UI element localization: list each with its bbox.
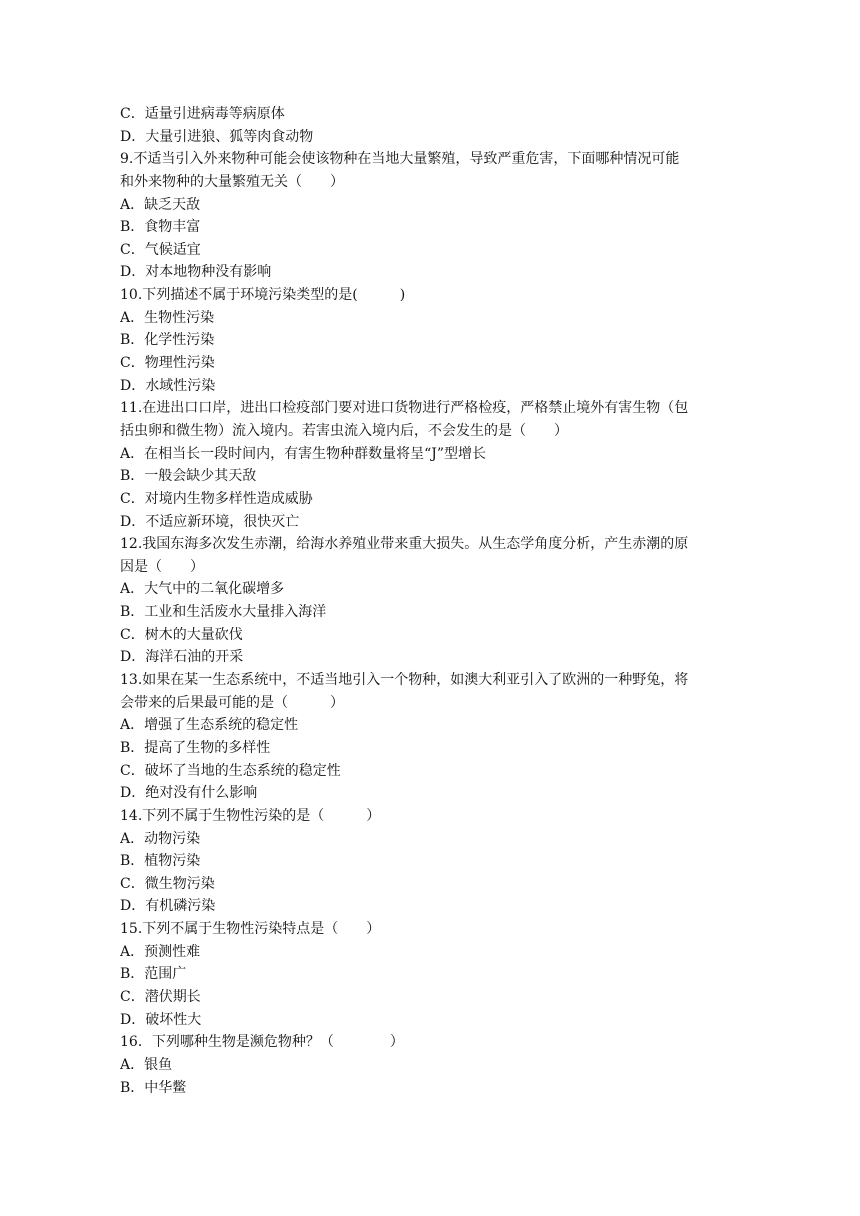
q9-option-a: A．缺乏天敌 <box>120 196 201 213</box>
q9-option-c: C．气候适宜 <box>120 241 201 258</box>
question-12-line-2: 因是（ ） <box>120 558 204 575</box>
q15-option-a: A．预测性难 <box>120 943 201 960</box>
q11-option-d: D．不适应新环境，很快灭亡 <box>120 513 300 530</box>
q16-option-a: A．银鱼 <box>120 1056 173 1073</box>
q9-option-d: D．对本地物种没有影响 <box>120 264 272 281</box>
q11-option-a: A．在相当长一段时间内，有害生物种群数量将呈“J”型增长 <box>120 445 487 462</box>
q14-option-b: B．植物污染 <box>120 853 201 870</box>
q13-option-d: D．绝对没有什么影响 <box>120 785 258 802</box>
q12-option-a: A．大气中的二氧化碳增多 <box>120 581 285 598</box>
question-10-line-1: 10.下列描述不属于环境污染类型的是( ) <box>120 287 406 304</box>
q15-option-b: B．范围广 <box>120 966 187 983</box>
question-11-line-2: 括虫卵和微生物）流入境内。若害虫流入境内后，不会发生的是（ ） <box>120 422 568 439</box>
q13-option-a: A．增强了生态系统的稳定性 <box>120 717 299 734</box>
q16-option-b: B．中华鳖 <box>120 1079 187 1096</box>
question-9-line-1: 9.不适当引入外来物种可能会使该物种在当地大量繁殖，导致严重危害，下面哪种情况可能 <box>120 151 680 168</box>
q14-option-a: A．动物污染 <box>120 830 201 847</box>
question-14-line-1: 14.下列不属于生物性污染的是（ ） <box>120 807 381 824</box>
document-page <box>120 103 750 1099</box>
question-11-line-1: 11.在进出口口岸，进出口检疫部门要对进口货物进行严格检疫，严格禁止境外有害生物（包 <box>120 400 689 417</box>
q12-option-c: C．树木的大量砍伐 <box>120 626 243 643</box>
q10-option-c: C．物理性污染 <box>120 355 215 372</box>
q10-option-d: D．水域性污染 <box>120 377 216 394</box>
q10-option-a: A．生物性污染 <box>120 309 215 326</box>
option-c-line: C．适量引进病毒等病原体 <box>120 106 285 122</box>
q10-option-b: B．化学性污染 <box>120 332 215 349</box>
question-9-line-2: 和外来物种的大量繁殖无关（ ） <box>120 173 344 190</box>
question-12-line-1: 12.我国东海多次发生赤潮，给海水养殖业带来重大损失。从生态学角度分析，产生赤潮的原 <box>120 536 689 553</box>
q11-option-c: C．对境内生物多样性造成威胁 <box>120 490 313 507</box>
q11-option-b: B．一般会缺少其天敌 <box>120 468 257 485</box>
question-13-line-2: 会带来的后果最可能的是（ ） <box>120 694 344 711</box>
q15-option-d: D．破坏性大 <box>120 1011 202 1028</box>
q12-option-d: D．海洋石油的开采 <box>120 649 244 666</box>
q9-option-b: B．食物丰富 <box>120 219 201 236</box>
option-d-line: D．大量引进狼、狐等肉食动物 <box>120 128 314 145</box>
q13-option-c: C．破坏了当地的生态系统的稳定性 <box>120 762 341 779</box>
q15-option-c: C．潜伏期长 <box>120 988 201 1005</box>
q14-option-c: C．微生物污染 <box>120 875 215 892</box>
question-13-line-1: 13.如果在某一生态系统中，不适当地引入一个物种，如澳大利亚引入了欧洲的一种野兔，将 <box>120 672 689 689</box>
question-15-line-1: 15.下列不属于生物性污染特点是（ ） <box>120 921 381 938</box>
q12-option-b: B．工业和生活废水大量排入海洋 <box>120 604 327 621</box>
q14-option-d: D．有机磷污染 <box>120 898 216 915</box>
q13-option-b: B．提高了生物的多样性 <box>120 739 271 756</box>
question-16-line-1: 16．下列哪种生物是濒危物种？（ ） <box>120 1034 404 1051</box>
